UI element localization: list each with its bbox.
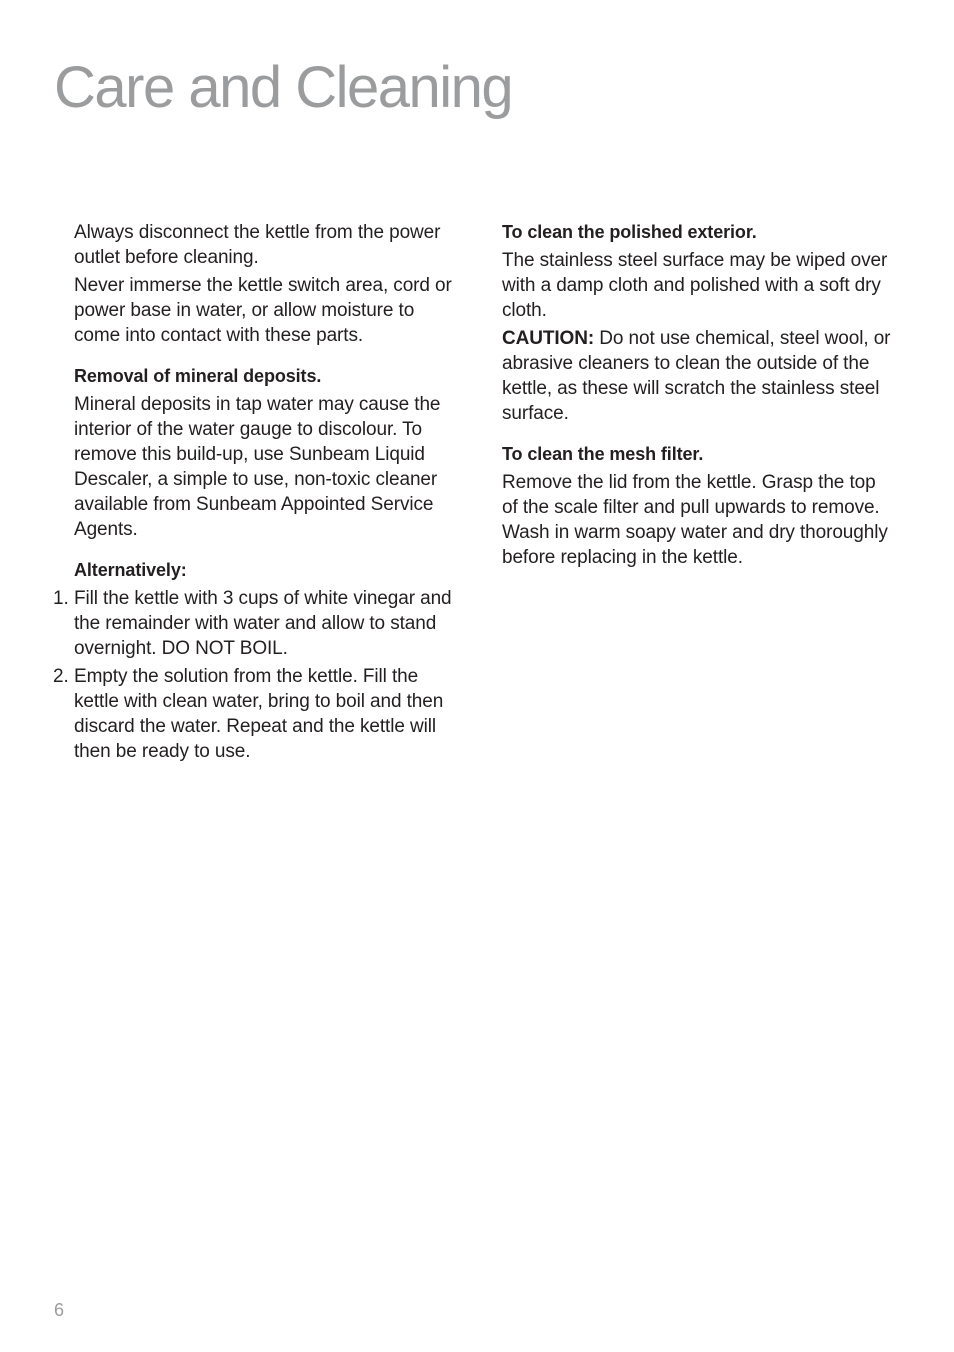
- mineral-deposits-heading: Removal of mineral deposits.: [74, 366, 322, 386]
- step-number: 2.: [53, 666, 69, 687]
- page-number: 6: [54, 1300, 65, 1320]
- intro-disconnect: Always disconnect the kettle from the power outlet before cleaning.: [74, 222, 441, 268]
- alternatively-heading: Alternatively:: [74, 560, 187, 580]
- mineral-deposits-body: Mineral deposits in tap water may cause the interior of the water gauge to discolour. To remove this build-up, use Sunbeam Liquid Descaler, a simple to use, non-toxic cleaner available from Sunbeam Appointed Service Agents.: [74, 394, 441, 540]
- intro-immerse-warning: Never immerse the kettle switch area, cord or power base in water, or allow moisture to come into contact with these parts.: [74, 275, 452, 346]
- descaling-steps: [53, 586, 458, 764]
- exterior-heading: To clean the polished exterior.: [502, 222, 757, 242]
- caution-paragraph: [502, 326, 892, 426]
- caution-label: CAUTION:: [502, 328, 595, 349]
- step-number: 1.: [53, 588, 69, 609]
- page-title: Care and Cleaning: [54, 55, 513, 120]
- step-text: Fill the kettle with 3 cups of white vinegar and the remainder with water and allow to stand overnight. DO NOT BOIL.: [74, 588, 452, 659]
- exterior-body: The stainless steel surface may be wiped over with a damp cloth and polished with a soft dry cloth.: [502, 250, 888, 321]
- mesh-filter-body: Remove the lid from the kettle. Grasp the top of the scale filter and pull upwards to remove. Wash in warm soapy water and dry thoroughly before replacing in the kettle.: [502, 472, 888, 568]
- step-text: Empty the solution from the kettle. Fill the kettle with clean water, bring to boil and then discard the water. Repeat and the kettle will then be ready to use.: [74, 666, 444, 762]
- mesh-filter-heading: To clean the mesh filter.: [502, 444, 704, 464]
- list-item: [53, 586, 458, 661]
- right-column: [502, 220, 892, 573]
- caution-text: Do not use chemical, steel wool, or abrasive cleaners to clean the outside of the kettle, as these will scratch the stainless steel surface.: [502, 328, 891, 424]
- list-item: [53, 664, 458, 764]
- left-column: [53, 220, 458, 767]
